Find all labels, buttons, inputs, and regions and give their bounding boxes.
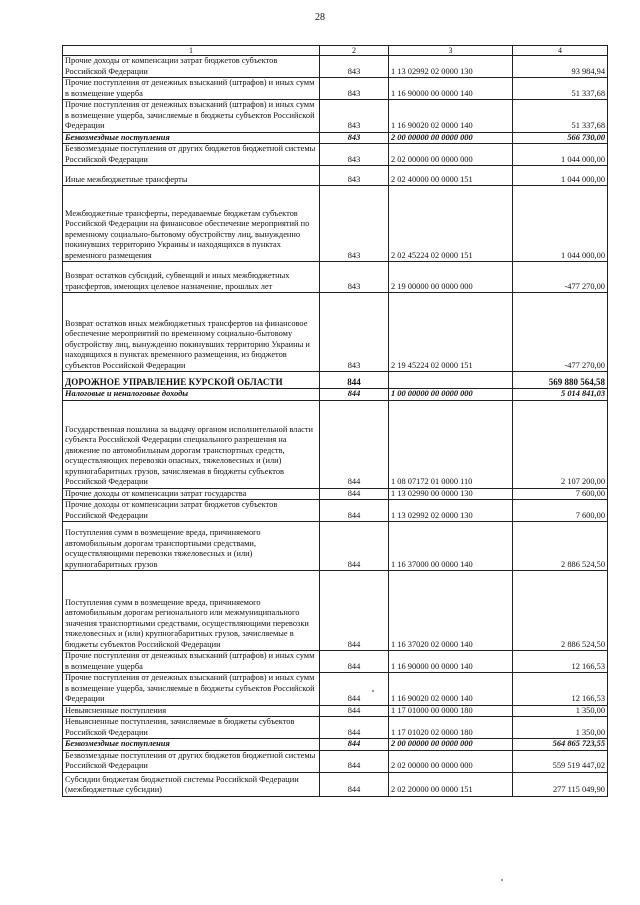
- row-amount: 559 519 447,02: [513, 750, 608, 772]
- row-admin-code: 844: [320, 372, 389, 389]
- table-row: [63, 166, 608, 186]
- row-budget-code: 1 16 90020 02 0000 140: [389, 100, 513, 133]
- row-admin-code: 844: [320, 651, 389, 673]
- row-admin-code: 844: [320, 400, 389, 488]
- row-budget-code: 2 19 00000 00 0000 000: [389, 262, 513, 293]
- row-budget-code: 1 13 02990 00 0000 130: [389, 488, 513, 500]
- table-row: [63, 400, 608, 488]
- row-name: Невыясненные поступления, зачисляемые в бюджеты субъектов Российской Федерации: [63, 717, 320, 739]
- row-name: Возврат остатков иных межбюджетных трансфертов на финансовое обеспечение мероприятий по временному социально-бытовому обустройству лиц, вынужденно покинувших территорию Украины и находящихся в пунктах временного размещения, из бюджетов субъектов Российской Федерации: [63, 293, 320, 372]
- scan-speck: [501, 879, 503, 881]
- row-budget-code: 2 02 20000 00 0000 151: [389, 772, 513, 796]
- row-amount: 564 865 723,55: [513, 739, 608, 751]
- row-budget-code: 1 16 37000 00 0000 140: [389, 522, 513, 571]
- row-amount: 569 880 564,58: [513, 372, 608, 389]
- table-row: [63, 100, 608, 133]
- row-budget-code: 2 02 00000 00 0000 000: [389, 144, 513, 166]
- row-amount: 7 600,00: [513, 488, 608, 500]
- column-header-code: 2: [320, 46, 389, 56]
- row-budget-code: 1 16 90000 00 0000 140: [389, 651, 513, 673]
- row-amount: 2 886 524,50: [513, 522, 608, 571]
- row-name: Прочие доходы от компенсации затрат бюджетов субъектов Российской Федерации: [63, 500, 320, 522]
- row-amount: 566 730,00: [513, 132, 608, 144]
- row-budget-code: 2 19 45224 02 0000 151: [389, 293, 513, 372]
- row-admin-code: 843: [320, 293, 389, 372]
- row-name: Межбюджетные трансферты, передаваемые бюджетам субъектов Российской Федерации на финансовое обеспечение мероприятий по временному социально-бытовому обустройству лиц, вынужденно покинувших территорию Украины и находящихся в пунктах временного размещения: [63, 186, 320, 262]
- table-row: [63, 488, 608, 500]
- table-row: [63, 772, 608, 796]
- table-row: [63, 500, 608, 522]
- row-amount: 1 350,00: [513, 705, 608, 717]
- row-admin-code: 843: [320, 144, 389, 166]
- row-amount: 12 166,53: [513, 673, 608, 706]
- row-amount: 93 984,94: [513, 56, 608, 78]
- row-budget-code: 2 00 00000 00 0000 000: [389, 739, 513, 751]
- row-name: Государственная пошлина за выдачу органом исполнительной власти субъекта Российской Федерации специального разрешения на движение по автомобильным дорогам транспортных средств, осуществляющих перевозки опасных, тяжеловесных и (или) крупногабаритных грузов, зачисляемая в бюджеты субъектов Российской Федерации: [63, 400, 320, 488]
- row-amount: 1 350,00: [513, 717, 608, 739]
- column-header-name: 1: [63, 46, 320, 56]
- row-budget-code: 1 16 90020 02 0000 140: [389, 673, 513, 706]
- table-row: [63, 651, 608, 673]
- column-header-amount: 4: [513, 46, 608, 56]
- row-name: Прочие поступления от денежных взысканий (штрафов) и иных сумм в возмещение ущерба, зачисляемые в бюджеты субъектов Российской Федерации: [63, 100, 320, 133]
- row-name: Налоговые и неналоговые доходы: [63, 389, 320, 401]
- table-row: [63, 750, 608, 772]
- row-name: Прочие доходы от компенсации затрат государства: [63, 488, 320, 500]
- row-admin-code: 844: [320, 500, 389, 522]
- row-name: Субсидии бюджетам бюджетной системы Российской Федерации (межбюджетные субсидии): [63, 772, 320, 796]
- scan-speck: [372, 690, 374, 692]
- row-amount: -477 270,00: [513, 262, 608, 293]
- row-admin-code: 843: [320, 186, 389, 262]
- row-budget-code: 2 02 45224 02 0000 151: [389, 186, 513, 262]
- row-amount: -477 270,00: [513, 293, 608, 372]
- row-amount: 1 044 000,00: [513, 186, 608, 262]
- table-row: [63, 144, 608, 166]
- row-budget-code: 1 16 90000 00 0000 140: [389, 78, 513, 100]
- row-budget-code: 1 17 01000 00 0000 180: [389, 705, 513, 717]
- row-amount: 2 107 200,00: [513, 400, 608, 488]
- revenue-table: [62, 45, 608, 797]
- row-admin-code: 844: [320, 750, 389, 772]
- table-row: [63, 293, 608, 372]
- row-admin-code: 843: [320, 262, 389, 293]
- row-name: Поступления сумм в возмещение вреда, причиняемого автомобильным дорогам транспортными средствами, осуществляющими перевозки тяжеловесных и (или) крупногабаритных грузов: [63, 522, 320, 571]
- row-budget-code: 1 08 07172 01 0000 110: [389, 400, 513, 488]
- row-amount: 12 166,53: [513, 651, 608, 673]
- row-admin-code: 844: [320, 705, 389, 717]
- table-header-row: [63, 46, 608, 56]
- table-row: [63, 186, 608, 262]
- row-amount: 5 014 841,03: [513, 389, 608, 401]
- row-admin-code: 844: [320, 488, 389, 500]
- row-amount: 7 600,00: [513, 500, 608, 522]
- table-row: [63, 673, 608, 706]
- row-name: Иные межбюджетные трансферты: [63, 166, 320, 186]
- row-admin-code: 844: [320, 522, 389, 571]
- table-row: [63, 262, 608, 293]
- table-row: [63, 739, 608, 751]
- row-budget-code: [389, 372, 513, 389]
- row-budget-code: 1 17 01020 02 0000 180: [389, 717, 513, 739]
- column-header-kbk: 3: [389, 46, 513, 56]
- row-name: Безвозмездные поступления: [63, 739, 320, 751]
- table-row: [63, 56, 608, 78]
- row-budget-code: 1 13 02992 02 0000 130: [389, 56, 513, 78]
- row-budget-code: 2 02 40000 00 0000 151: [389, 166, 513, 186]
- row-budget-code: 2 02 00000 00 0000 000: [389, 750, 513, 772]
- table-row: [63, 705, 608, 717]
- table-row: [63, 372, 608, 389]
- row-admin-code: 844: [320, 717, 389, 739]
- row-admin-code: 843: [320, 56, 389, 78]
- row-amount: 277 115 049,90: [513, 772, 608, 796]
- table-row: [63, 522, 608, 571]
- row-name: Прочие поступления от денежных взысканий (штрафов) и иных сумм в возмещение ущерба: [63, 78, 320, 100]
- row-budget-code: 1 13 02992 02 0000 130: [389, 500, 513, 522]
- row-name: Поступления сумм в возмещение вреда, причиняемого автомобильным дорогам регионального или межмуниципального значения транспортными средствами, осуществляющими перевозки тяжеловесных и (или) крупногабаритных грузов, зачисляемые в бюджеты субъектов Российской Федерации: [63, 571, 320, 651]
- row-admin-code: 843: [320, 100, 389, 133]
- row-name: ДОРОЖНОЕ УПРАВЛЕНИЕ КУРСКОЙ ОБЛАСТИ: [63, 372, 320, 389]
- row-admin-code: 844: [320, 571, 389, 651]
- row-budget-code: 2 00 00000 00 0000 000: [389, 132, 513, 144]
- table-row: [63, 78, 608, 100]
- row-name: Невыясненные поступления: [63, 705, 320, 717]
- row-amount: 51 337,68: [513, 100, 608, 133]
- row-name: Безвозмездные поступления: [63, 132, 320, 144]
- row-amount: 2 886 524,50: [513, 571, 608, 651]
- row-name: Безвозмездные поступления от других бюджетов бюджетной системы Российской Федерации: [63, 144, 320, 166]
- row-amount: 1 044 000,00: [513, 144, 608, 166]
- table-row: [63, 717, 608, 739]
- row-admin-code: 843: [320, 166, 389, 186]
- row-admin-code: 844: [320, 673, 389, 706]
- row-name: Прочие доходы от компенсации затрат бюджетов субъектов Российской Федерации: [63, 56, 320, 78]
- row-admin-code: 843: [320, 132, 389, 144]
- row-admin-code: 844: [320, 772, 389, 796]
- table-row: [63, 571, 608, 651]
- row-name: Возврат остатков субсидий, субвенций и иных межбюджетных трансфертов, имеющих целевое назначение, прошлых лет: [63, 262, 320, 293]
- row-budget-code: 1 00 00000 00 0000 000: [389, 389, 513, 401]
- row-admin-code: 844: [320, 389, 389, 401]
- row-name: Прочие поступления от денежных взысканий (штрафов) и иных сумм в возмещение ущерба, зачисляемые в бюджеты субъектов Российской Федерации: [63, 673, 320, 706]
- row-admin-code: 844: [320, 739, 389, 751]
- page-number: 28: [315, 12, 325, 23]
- row-name: Прочие поступления от денежных взысканий (штрафов) и иных сумм в возмещение ущерба: [63, 651, 320, 673]
- table-row: [63, 132, 608, 144]
- row-budget-code: 1 16 37020 02 0000 140: [389, 571, 513, 651]
- row-amount: 51 337,68: [513, 78, 608, 100]
- row-name: Безвозмездные поступления от других бюджетов бюджетной системы Российской Федерации: [63, 750, 320, 772]
- table-row: [63, 389, 608, 401]
- row-amount: 1 044 000,00: [513, 166, 608, 186]
- row-admin-code: 843: [320, 78, 389, 100]
- table-body: [63, 56, 608, 797]
